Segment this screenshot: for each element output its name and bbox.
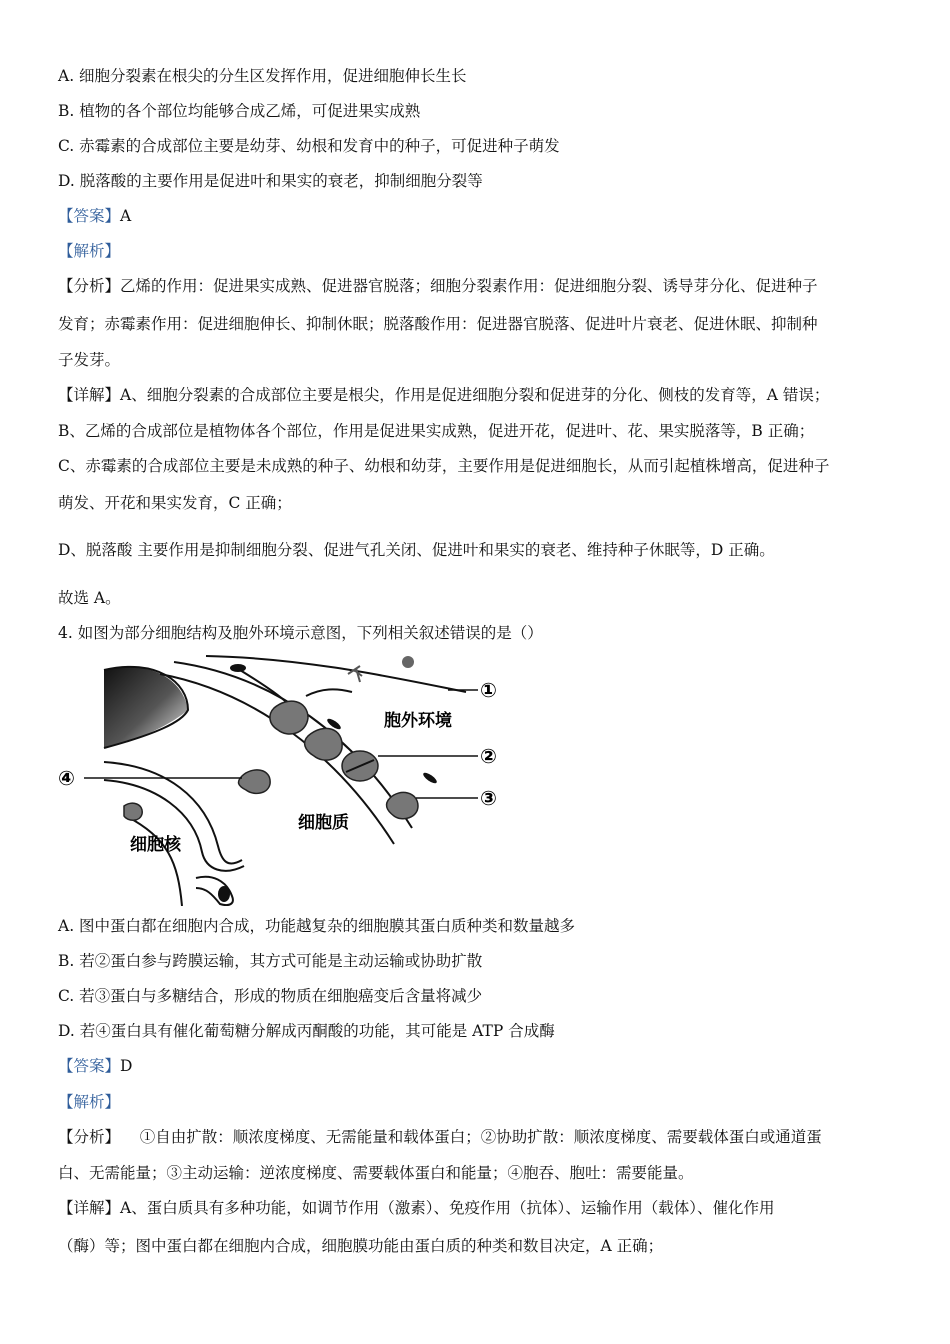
protein-2 [305,728,343,760]
q4-fenxi-line-1 [58,1127,822,1147]
molecule-head-1 [230,664,246,672]
protein-3 [387,792,418,818]
er-line-3 [126,816,182,906]
q3-xiangjie-line-3: C、赤霉素的合成部位主要是未成熟的种子、幼根和幼芽，主要作用是促进细胞长，从而引起植株增高，促进种子 [58,457,830,475]
q4-xiangjie-tag: 【详解】 [58,1199,121,1217]
protein-1 [270,701,308,734]
q4-option-d: D. 若④蛋白具有催化葡萄糖分解成丙酮酸的功能，其可能是 ATP 合成酶 [58,1022,555,1040]
q3-option-c: C. 赤霉素的合成部位主要是幼芽、幼根和发育中的种子，可促进种子萌发 [58,137,560,155]
q4-analysis-tag: 【解析】 [58,1093,121,1111]
label-extracellular: 胞外环境 [384,711,452,731]
label-3: ③ [480,786,497,810]
q4-xiangjie-line-1 [58,1198,774,1218]
q3-answer-tag: 【答案】 [58,207,121,225]
molecule-2 [306,689,352,696]
q4-fenxi-text-1: ①自由扩散：顺浓度梯度、无需能量和载体蛋白；②协助扩散：顺浓度梯度、需要载体蛋白或通道蛋 [120,1128,822,1146]
q3-xiangjie-line-5: D、脱落酸 主要作用是抑制细胞分裂、促进气孔关闭、促进叶和果实的衰老、维持种子休眠等，D 正确。 [58,541,775,559]
q4-answer-value: D [120,1057,133,1075]
label-2: ② [480,744,497,768]
q4-answer-line [58,1056,132,1076]
q3-analysis-tag: 【解析】 [58,242,121,260]
q3-xiangjie-line-4: 萌发、开花和果实发育，C 正确； [58,494,292,512]
q4-option-a: A. 图中蛋白都在细胞内合成，功能越复杂的细胞膜其蛋白质种类和数量越多 [58,917,576,935]
label-cytoplasm: 细胞质 [298,813,349,833]
q3-option-a: A. 细胞分裂素在根尖的分生区发挥作用，促进细胞伸长生长 [58,67,467,85]
protein-4 [239,770,271,793]
q4-xiangjie-line-2: （酶）等；图中蛋白都在细胞内合成，细胞膜功能由蛋白质的种类和数目决定，A 正确； [58,1237,664,1255]
q3-option-b: B. 植物的各个部位均能够合成乙烯，可促进果实成熟 [58,102,421,120]
q3-xiangjie-text-1: A、细胞分裂素的合成部位主要是根尖，作用是促进细胞分裂和促进芽的分化、侧枝的发育等，A 错误； [120,386,830,404]
marker-dark-2 [422,771,439,785]
q3-answer-line [58,206,131,226]
q3-xiangjie-tag: 【详解】 [58,386,121,404]
q4-option-b: B. 若②蛋白参与跨膜运输，其方式可能是主动运输或协助扩散 [58,952,483,970]
q4-fenxi-line-2: 白、无需能量；③主动运输：逆浓度梯度、需要载体蛋白和能量；④胞吞、胞吐：需要能量。 [58,1164,694,1182]
er-vesicle [218,886,230,902]
label-1: ① [480,678,497,702]
label-nucleus: 细胞核 [130,835,181,855]
q3-answer-value: A [120,207,132,225]
q3-xiangjie-line-2: B、乙烯的合成部位是植物体各个部位，作用是促进果实成熟，促进开花，促进叶、花、果实脱落等，B 正确； [58,422,815,440]
cell-structure-diagram [56,648,506,906]
q3-fenxi-line-1 [58,276,818,296]
q4-xiangjie-text-1: A、蛋白质具有多种功能，如调节作用（激素）、免疫作用（抗体）、运输作用（载体）、催化作用 [120,1199,775,1217]
q4-answer-tag: 【答案】 [58,1057,121,1075]
glycan-branch [348,666,362,682]
q3-fenxi-line-3: 子发芽。 [58,351,121,369]
q4-stem: 4. 如图为部分细胞结构及胞外环境示意图，下列相关叙述错误的是（） [58,624,543,642]
molecule-ball [402,656,414,668]
label-4: ④ [58,766,75,790]
q3-fenxi-tag: 【分析】 [58,277,121,295]
q3-fenxi-text-1: 乙烯的作用：促进果实成熟、促进器官脱落；细胞分裂素作用：促进细胞分裂、诱导芽分化、促进种子 [120,277,818,295]
q4-option-c: C. 若③蛋白与多糖结合，形成的物质在细胞癌变后含量将减少 [58,987,483,1005]
q3-option-d: D. 脱落酸的主要作用是促进叶和果实的衰老，抑制细胞分裂等 [58,172,483,190]
protein-small [124,803,142,820]
q3-fenxi-line-2: 发育；赤霉素作用：促进细胞伸长、抑制休眠；脱落酸作用：促进器官脱落、促进叶片衰老、促进休眠、抑制种 [58,315,818,333]
q3-xiangjie-line-1 [58,385,829,405]
q3-conclusion: 故选 A。 [58,589,121,607]
q4-fenxi-tag: 【分析】 [58,1128,121,1146]
